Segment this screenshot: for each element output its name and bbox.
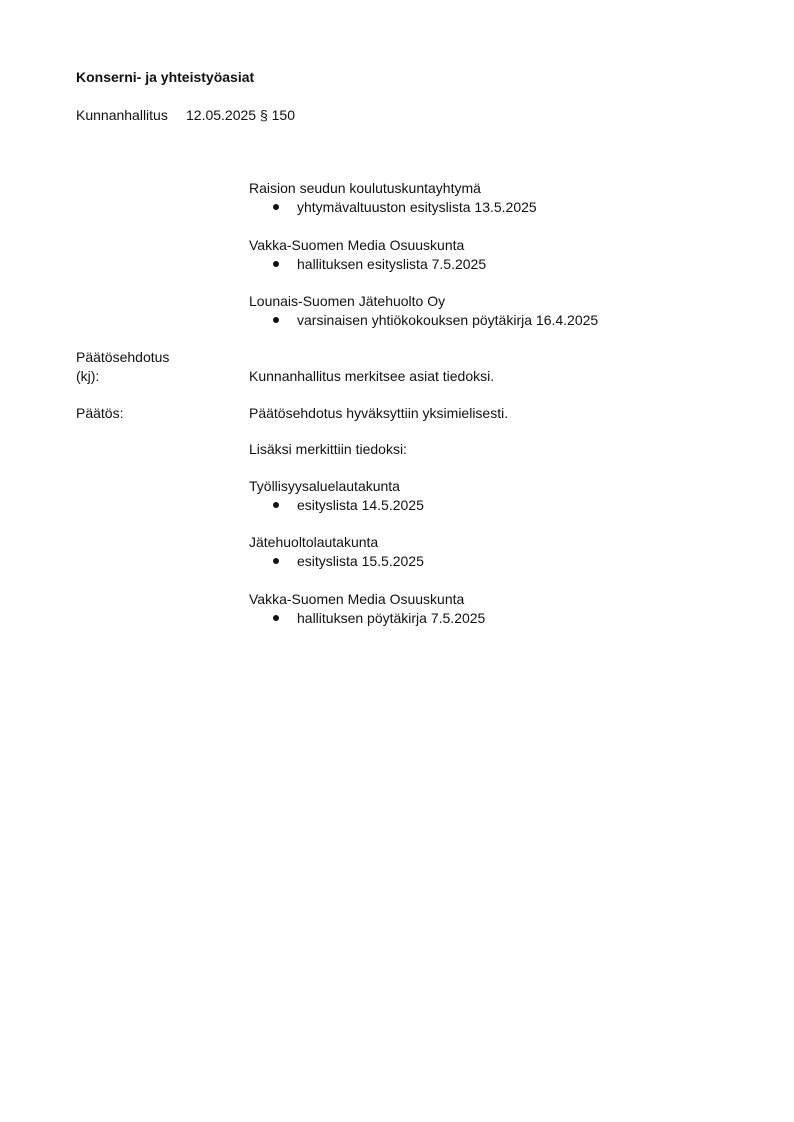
bullet-icon bbox=[273, 502, 279, 508]
page-title: Konserni- ja yhteistyöasiat bbox=[76, 69, 255, 85]
proposal-label: Päätösehdotus bbox=[76, 349, 170, 365]
bullet-icon bbox=[273, 204, 279, 210]
bullet-icon bbox=[273, 261, 279, 267]
additional-intro: Lisäksi merkittiin tiedoksi: bbox=[249, 441, 407, 457]
decision-label: Päätös: bbox=[76, 405, 124, 421]
agenda-doc: varsinaisen yhtiökokouksen pöytäkirja 16.4.2025 bbox=[297, 312, 599, 328]
agenda-doc: yhtymävaltuuston esityslista 13.5.2025 bbox=[297, 199, 537, 215]
additional-doc: esityslista 14.5.2025 bbox=[297, 497, 424, 513]
meeting-date-section: 12.05.2025 § 150 bbox=[186, 107, 295, 123]
agenda-doc: hallituksen esityslista 7.5.2025 bbox=[297, 256, 487, 272]
agenda-org: Raision seudun koulutuskuntayhtymä bbox=[249, 180, 481, 196]
agenda-org: Lounais-Suomen Jätehuolto Oy bbox=[249, 293, 446, 309]
additional-doc: hallituksen pöytäkirja 7.5.2025 bbox=[297, 610, 486, 626]
bullet-icon bbox=[273, 615, 279, 621]
agenda-org: Vakka-Suomen Media Osuuskunta bbox=[249, 237, 465, 253]
additional-doc: esityslista 15.5.2025 bbox=[297, 553, 424, 569]
meeting-body: Kunnanhallitus bbox=[76, 107, 168, 123]
proposal-text: Kunnanhallitus merkitsee asiat tiedoksi. bbox=[249, 368, 495, 384]
bullet-icon bbox=[273, 558, 279, 564]
additional-org: Vakka-Suomen Media Osuuskunta bbox=[249, 591, 465, 607]
additional-org: Työllisyysaluelautakunta bbox=[249, 478, 400, 494]
bullet-icon bbox=[273, 317, 279, 323]
decision-text: Päätösehdotus hyväksyttiin yksimielisesti. bbox=[249, 405, 509, 421]
proposal-label-suffix: (kj): bbox=[76, 368, 100, 384]
additional-org: Jätehuoltolautakunta bbox=[249, 534, 379, 550]
